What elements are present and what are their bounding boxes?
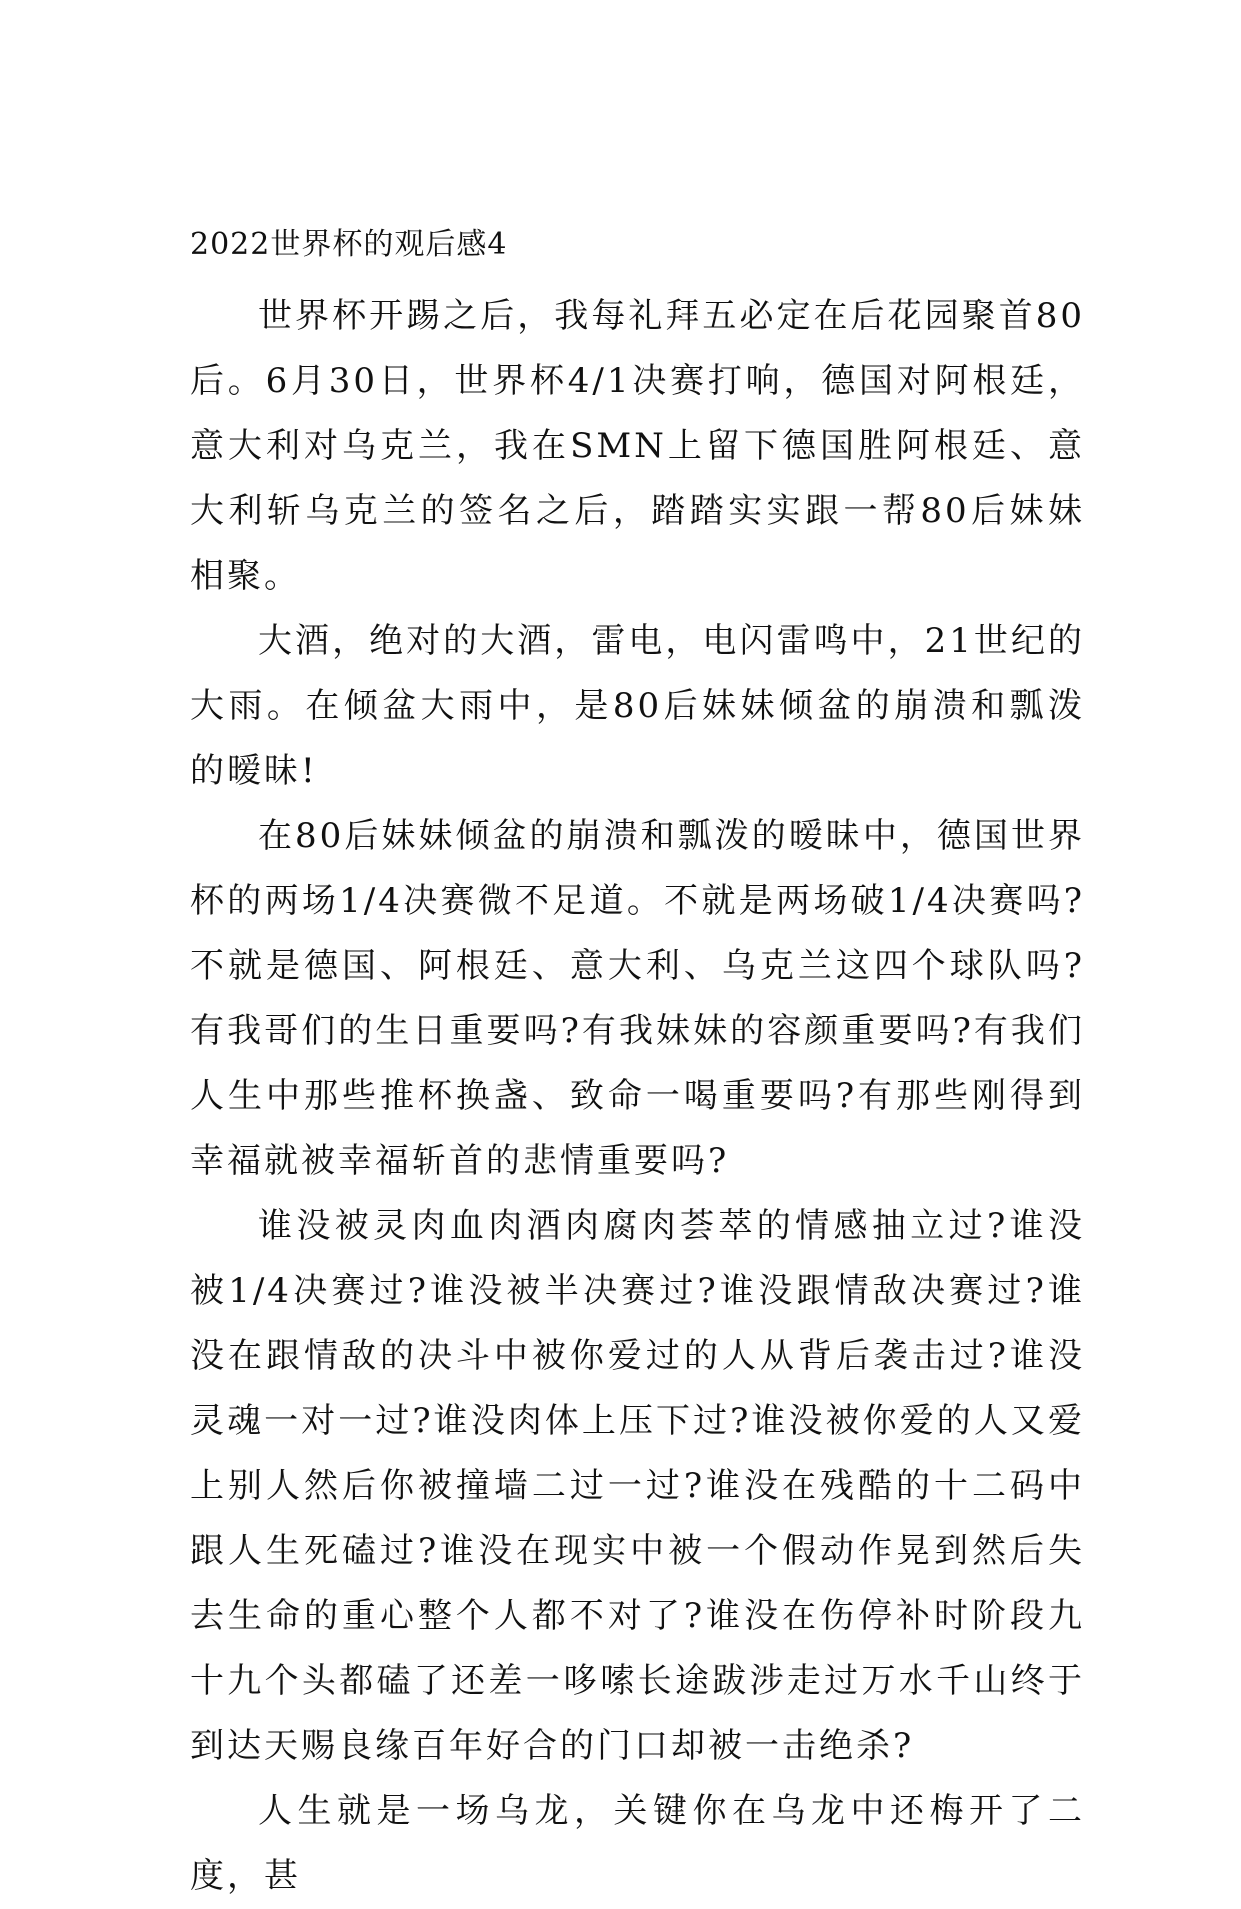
paragraph-3: 在80后妹妹倾盆的崩溃和瓢泼的暧昧中，德国世界杯的两场1/4决赛微不足道。不就是两场破1/4决赛吗?不就是德国、阿根廷、意大利、乌克兰这四个球队吗?有我哥们的生日重要吗?有我妹妹的容颜重要吗?有我们人生中那些推杯换盏、致命一喝重要吗?有那些刚得到幸福就被幸福斩首的悲情重要吗? [190, 816, 1085, 1181]
paragraph-2: 大酒，绝对的大酒，雷电，电闪雷鸣中，21世纪的大雨。在倾盆大雨中，是80后妹妹倾盆的崩溃和瓢泼的暧昧! [190, 621, 1085, 791]
paragraph-5: 人生就是一场乌龙，关键你在乌龙中还梅开了二度，甚 [190, 1791, 1085, 1896]
paragraph-4: 谁没被灵肉血肉酒肉腐肉荟萃的情感抽立过?谁没被1/4决赛过?谁没被半决赛过?谁没跟情敌决赛过?谁没在跟情敌的决斗中被你爱过的人从背后袭击过?谁没灵魂一对一过?谁没肉体上压下过?谁没被你爱的人又爱上别人然后你被撞墙二过一过?谁没在残酷的十二码中跟人生死磕过?谁没在现实中被一个假动作晃到然后失去生命的重心整个人都不对了?谁没在伤停补时阶段九十九个头都磕了还差一哆嗦长途跋涉走过万水千山终于到达天赐良缘百年好合的门口却被一击绝杀? [190, 1206, 1085, 1766]
document-title: 2022世界杯的观后感4 [190, 227, 508, 262]
paragraph-1: 世界杯开踢之后，我每礼拜五必定在后花园聚首80后。6月30日，世界杯4/1决赛打响，德国对阿根廷，意大利对乌克兰，我在SMN上留下德国胜阿根廷、意大利斩乌克兰的签名之后，踏踏实实跟一帮80后妹妹相聚。 [190, 296, 1085, 596]
document-body [190, 220, 1085, 1909]
